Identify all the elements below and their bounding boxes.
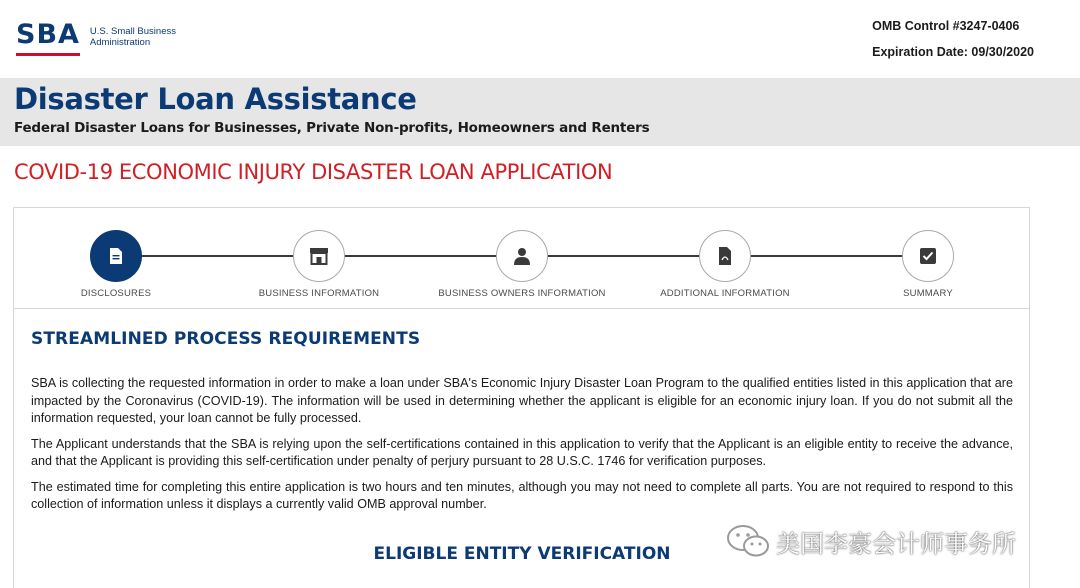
step-label: SUMMARY [903,288,953,299]
page-banner [0,78,1080,146]
paragraph-3: The estimated time for completing this entire application is two hours and ten minutes, although you may not need to complete all parts. You are not required to respond to this collection of information unless it displays a currently valid OMB approval number. [31,479,1013,511]
step-circle [699,230,751,282]
paragraph-2: The Applicant understands that the SBA is relying upon the self-certifications contained in this application to verify that the Applicant is an eligible entity to receive the advance, and that the Applicant is providing this self-certification under penalty of perjury pursuant to 28 U.S.C. 1746 for verification purposes. [31,436,1013,468]
person-icon [513,247,531,265]
logo-mark: SBA [16,18,80,56]
logo-line-2: Administration [89,37,151,48]
step-circle [496,230,548,282]
storefront-icon [309,247,329,265]
step-additional-information[interactable] [625,230,825,299]
step-circle [90,230,142,282]
banner-subtitle: Federal Disaster Loans for Businesses, Private Non-profits, Homeowners and Renters [14,120,650,136]
expiration-date: Expiration Date: 09/30/2020 [872,45,1034,59]
wechat-icon [726,524,770,558]
omb-info [872,13,1034,65]
progress-stepper [14,208,1029,309]
step-label: BUSINESS INFORMATION [258,288,380,299]
pdf-file-icon [718,247,732,265]
step-label: ADDITIONAL INFORMATION [660,288,790,299]
step-circle [902,230,954,282]
checkbox-icon [920,248,936,264]
logo-text [90,26,176,48]
step-business-owners-information[interactable] [422,230,622,299]
step-summary[interactable] [828,230,1028,299]
step-business-information[interactable] [219,230,419,299]
step-label: DISCLOSURES [80,288,152,299]
banner-title: Disaster Loan Assistance [14,82,417,116]
omb-control-number: OMB Control #3247-0406 [872,19,1020,33]
step-circle [293,230,345,282]
application-title: COVID-19 ECONOMIC INJURY DISASTER LOAN APPLICATION [14,160,613,184]
watermark-text: 美国李豪会计师事务所 [776,529,1016,558]
section-title: STREAMLINED PROCESS REQUIREMENTS [31,329,421,349]
watermark [726,521,1016,561]
document-icon [109,248,123,264]
top-header [0,0,1080,78]
section-title-eligible-entity: ELIGIBLE ENTITY VERIFICATION [373,543,671,564]
paragraph-1: SBA is collecting the requested information in order to make a loan under SBA's Economic Injury Disaster Loan Program to the qualified entities listed in this application that are impacted by the Coronavirus (COVID-19). The information will be used in determining whether the applicant is eligible for an economic injury loan. If you do not submit all the information requested, your loan cannot be fully processed. [31,376,1013,425]
sba-logo[interactable] [16,18,176,56]
logo-line-1: U.S. Small Business [89,26,176,37]
step-disclosures[interactable] [16,230,216,299]
step-label: BUSINESS OWNERS INFORMATION [438,288,606,299]
